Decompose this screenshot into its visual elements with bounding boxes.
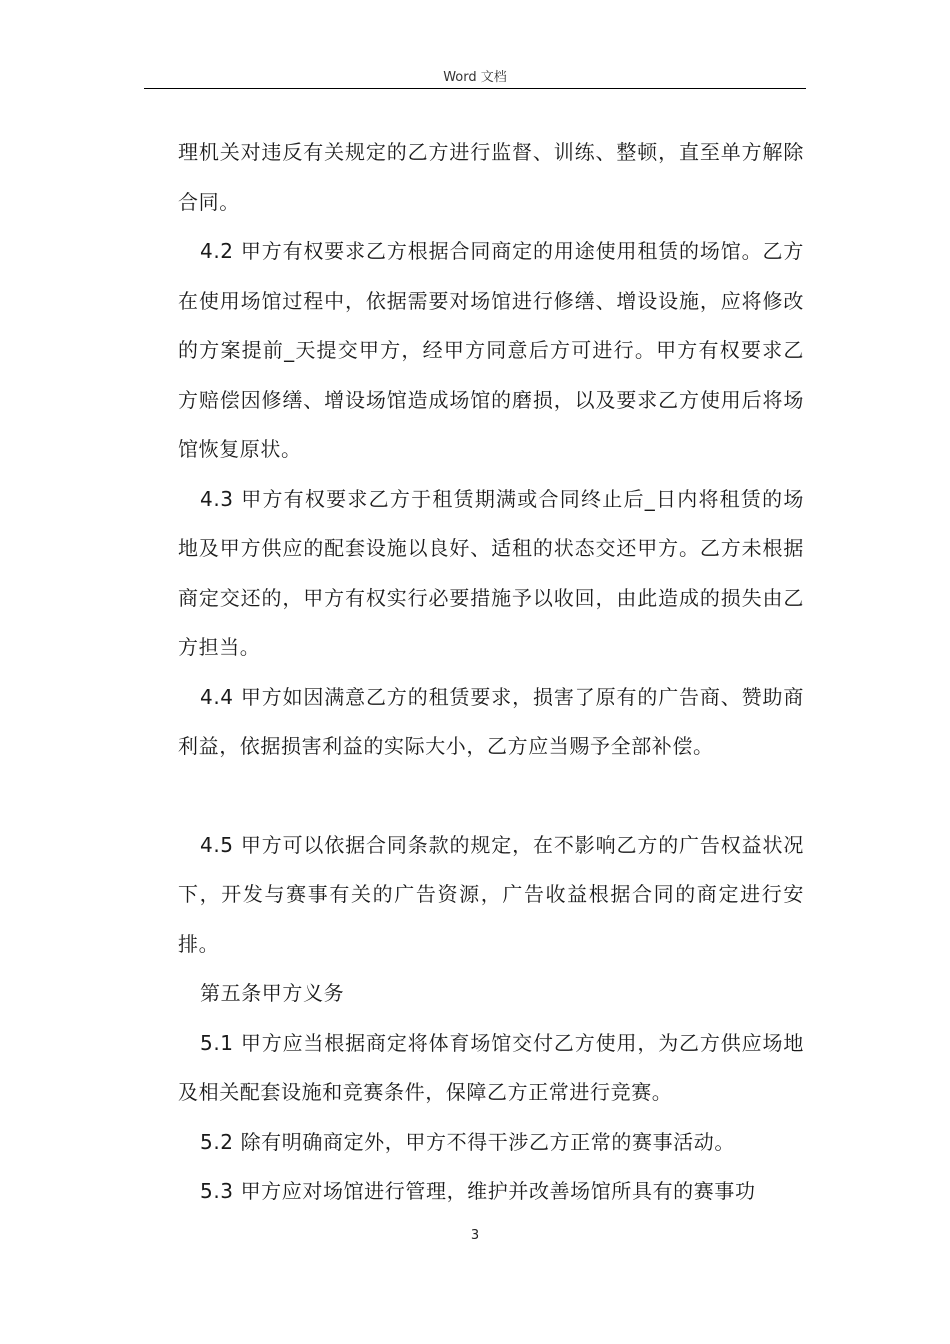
document-body [178, 128, 804, 1217]
paragraph-4-4: 4.4 甲方如因满意乙方的租赁要求，损害了原有的广告商、赞助商利益，依据损害利益的实际大小，乙方应当赐予全部补偿。 [178, 684, 804, 758]
paragraph-4-5: 4.5 甲方可以依据合同条款的规定，在不影响乙方的广告权益状况下，开发与赛事有关的广告资源，广告收益根据合同的商定进行安排。 [178, 832, 804, 956]
header-rule [144, 88, 806, 89]
paragraph-5-1: 5.1 甲方应当根据商定将体育场馆交付乙方使用，为乙方供应场地及相关配套设施和竞赛条件，保障乙方正常进行竞赛。 [178, 1030, 804, 1104]
paragraph-4-2: 4.2 甲方有权要求乙方根据合同商定的用途使用租赁的场馆。乙方在使用场馆过程中，依据需要对场馆进行修缮、增设设施，应将修改的方案提前_天提交甲方，经甲方同意后方可进行。甲方有权要求乙方赔偿因修缮、增设场馆造成场馆的磨损，以及要求乙方使用后将场馆恢复原状。 [178, 239, 804, 461]
paragraph-5-3: 5.3 甲方应对场馆进行管理，维护并改善场馆所具有的赛事功 [200, 1179, 756, 1203]
paragraph-continuation: 理机关对违反有关规定的乙方进行监督、训练、整顿，直至单方解除合同。 [178, 140, 804, 214]
paragraph-5-2: 5.2 除有明确商定外，甲方不得干涉乙方正常的赛事活动。 [200, 1129, 735, 1154]
blank-line [178, 772, 804, 821]
paragraph-4-3: 4.3 甲方有权要求乙方于租赁期满或合同终止后_日内将租赁的场地及甲方供应的配套设施以良好、适租的状态交还甲方。乙方未根据商定交还的，甲方有权实行必要措施予以收回，由此造成的损失由乙方担当。 [178, 486, 804, 659]
section-heading: 第五条甲方义务 [200, 981, 345, 1005]
page-header: Word 文档 [443, 70, 507, 85]
page-number: 3 [470, 1228, 480, 1243]
